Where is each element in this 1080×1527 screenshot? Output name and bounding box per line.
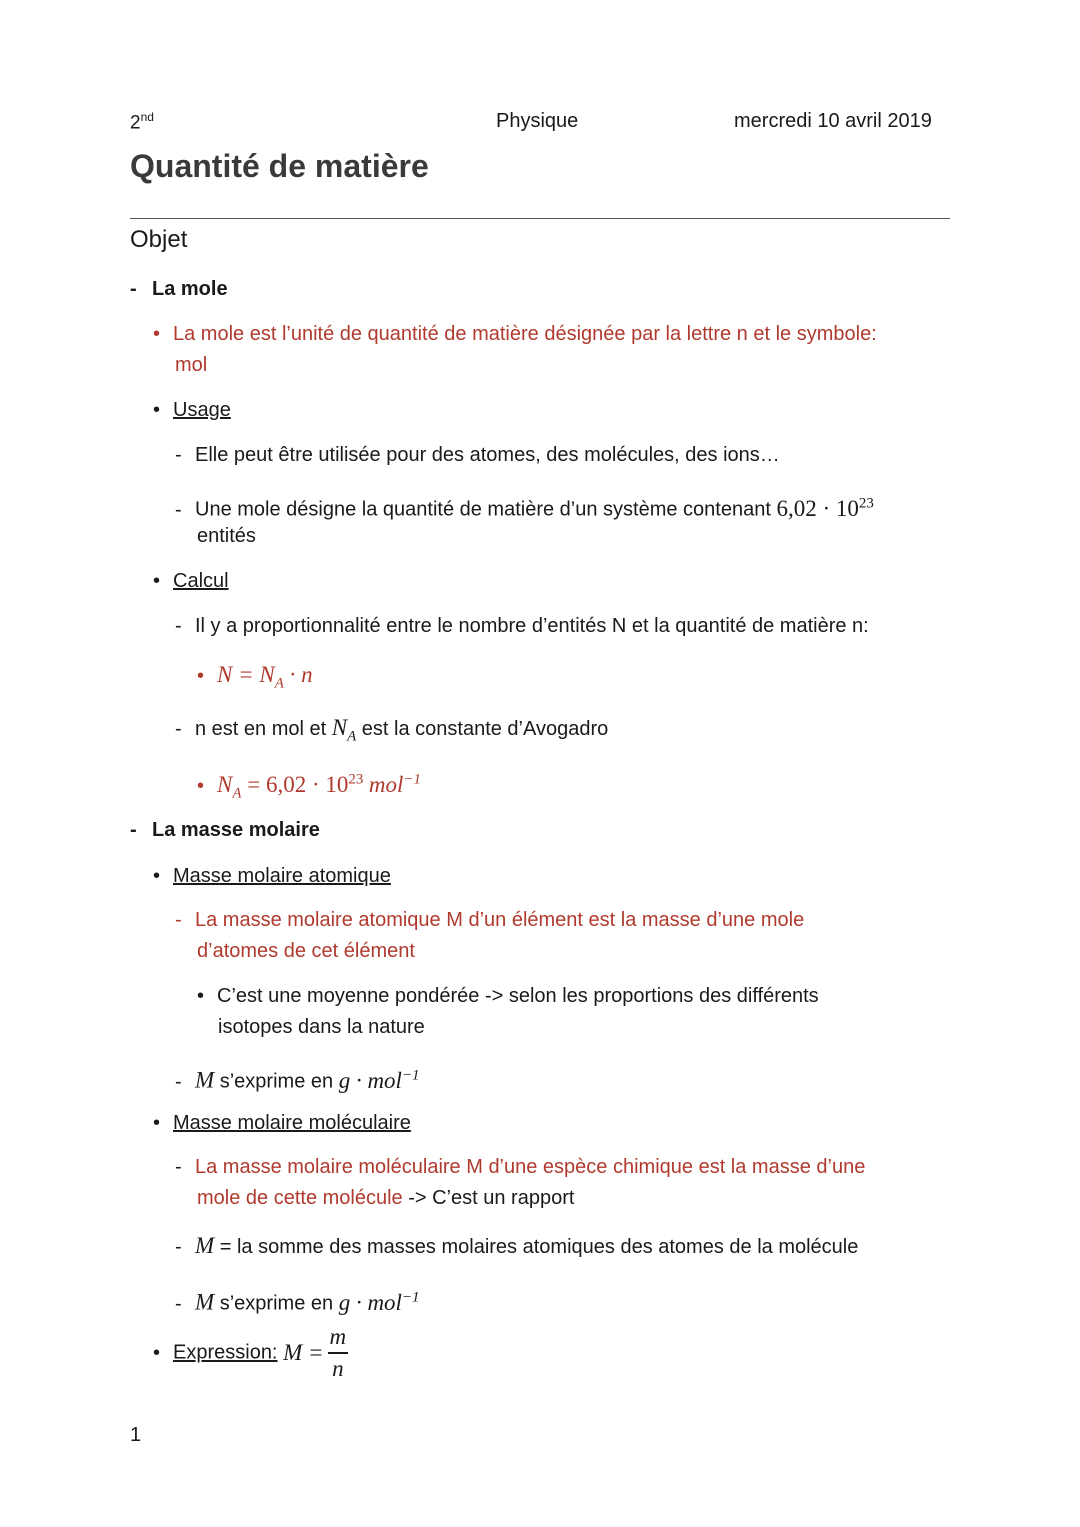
mole-definition-cont: mol: [175, 354, 208, 376]
masse-atomique-item: • Masse molaire atomique: [153, 865, 391, 887]
title-divider: [130, 218, 950, 219]
expression-item: • Expression: M = $\frac{m}{n}$: [153, 1322, 348, 1384]
fraction-m-over-n: $\frac{m}{n}$: [329, 1324, 347, 1381]
moleculaire-sum: - M = la somme des masses molaires atomiques des atomes de la molécule: [175, 1233, 859, 1258]
calcul-point-1: - Il y a proportionnalité entre le nombre d’entités N et la quantité de matière n:: [175, 615, 869, 637]
formula-n-na: • $N = N_A \cdot n$: [197, 662, 313, 692]
moleculaire-unit: - M s’exprime en g · mol$^{-1}$: [175, 1289, 420, 1315]
atomique-definition: - La masse molaire atomique M d’un élément est la masse d’une mole: [175, 909, 805, 931]
page-title: Quantité de matière: [130, 148, 429, 184]
masse-moleculaire-item: • Masse molaire moléculaire: [153, 1112, 411, 1134]
header-level: 2nd: [130, 110, 154, 134]
atomique-unit: - M s’exprime en g · mol$^{-1}$: [175, 1067, 420, 1093]
moleculaire-definition-cont: mole de cette molécule -> C’est un rapport: [197, 1187, 575, 1209]
atomique-note: • C’est une moyenne pondérée -> selon les proportions des différents: [197, 985, 819, 1007]
page-number: 1: [130, 1424, 142, 1446]
usage-point-2: - Une mole désigne la quantité de matière d’un système contenant $6,02 \cdot 10^{23}$: [175, 495, 874, 521]
usage-point-2-cont: entités: [197, 525, 256, 547]
header-subject: Physique: [496, 110, 579, 132]
atomique-note-cont: isotopes dans la nature: [218, 1016, 425, 1038]
calcul-point-2: - n est en mol et $N_A$ est la constante d’Avogadro: [175, 715, 609, 745]
header-date: mercredi 10 avril 2019: [734, 110, 932, 132]
usage-point-1: - Elle peut être utilisée pour des atomes, des molécules, des ions…: [175, 444, 780, 466]
heading-masse-molaire: - La masse molaire: [130, 819, 320, 841]
section-heading: Objet: [130, 226, 188, 253]
atomique-definition-cont: d’atomes de cet élément: [197, 940, 415, 962]
mole-definition: • La mole est l’unité de quantité de matière désignée par la lettre n et le symbole:: [153, 323, 877, 345]
formula-avogadro: • $N_A = 6,02 \cdot 10^{23}$ mol$^{-1}$: [197, 771, 421, 802]
heading-la-mole: - La mole: [130, 278, 228, 300]
calcul-item: • Calcul: [153, 570, 229, 592]
usage-item: • Usage: [153, 399, 231, 421]
moleculaire-definition: - La masse molaire moléculaire M d’une espèce chimique est la masse d’une: [175, 1156, 866, 1178]
